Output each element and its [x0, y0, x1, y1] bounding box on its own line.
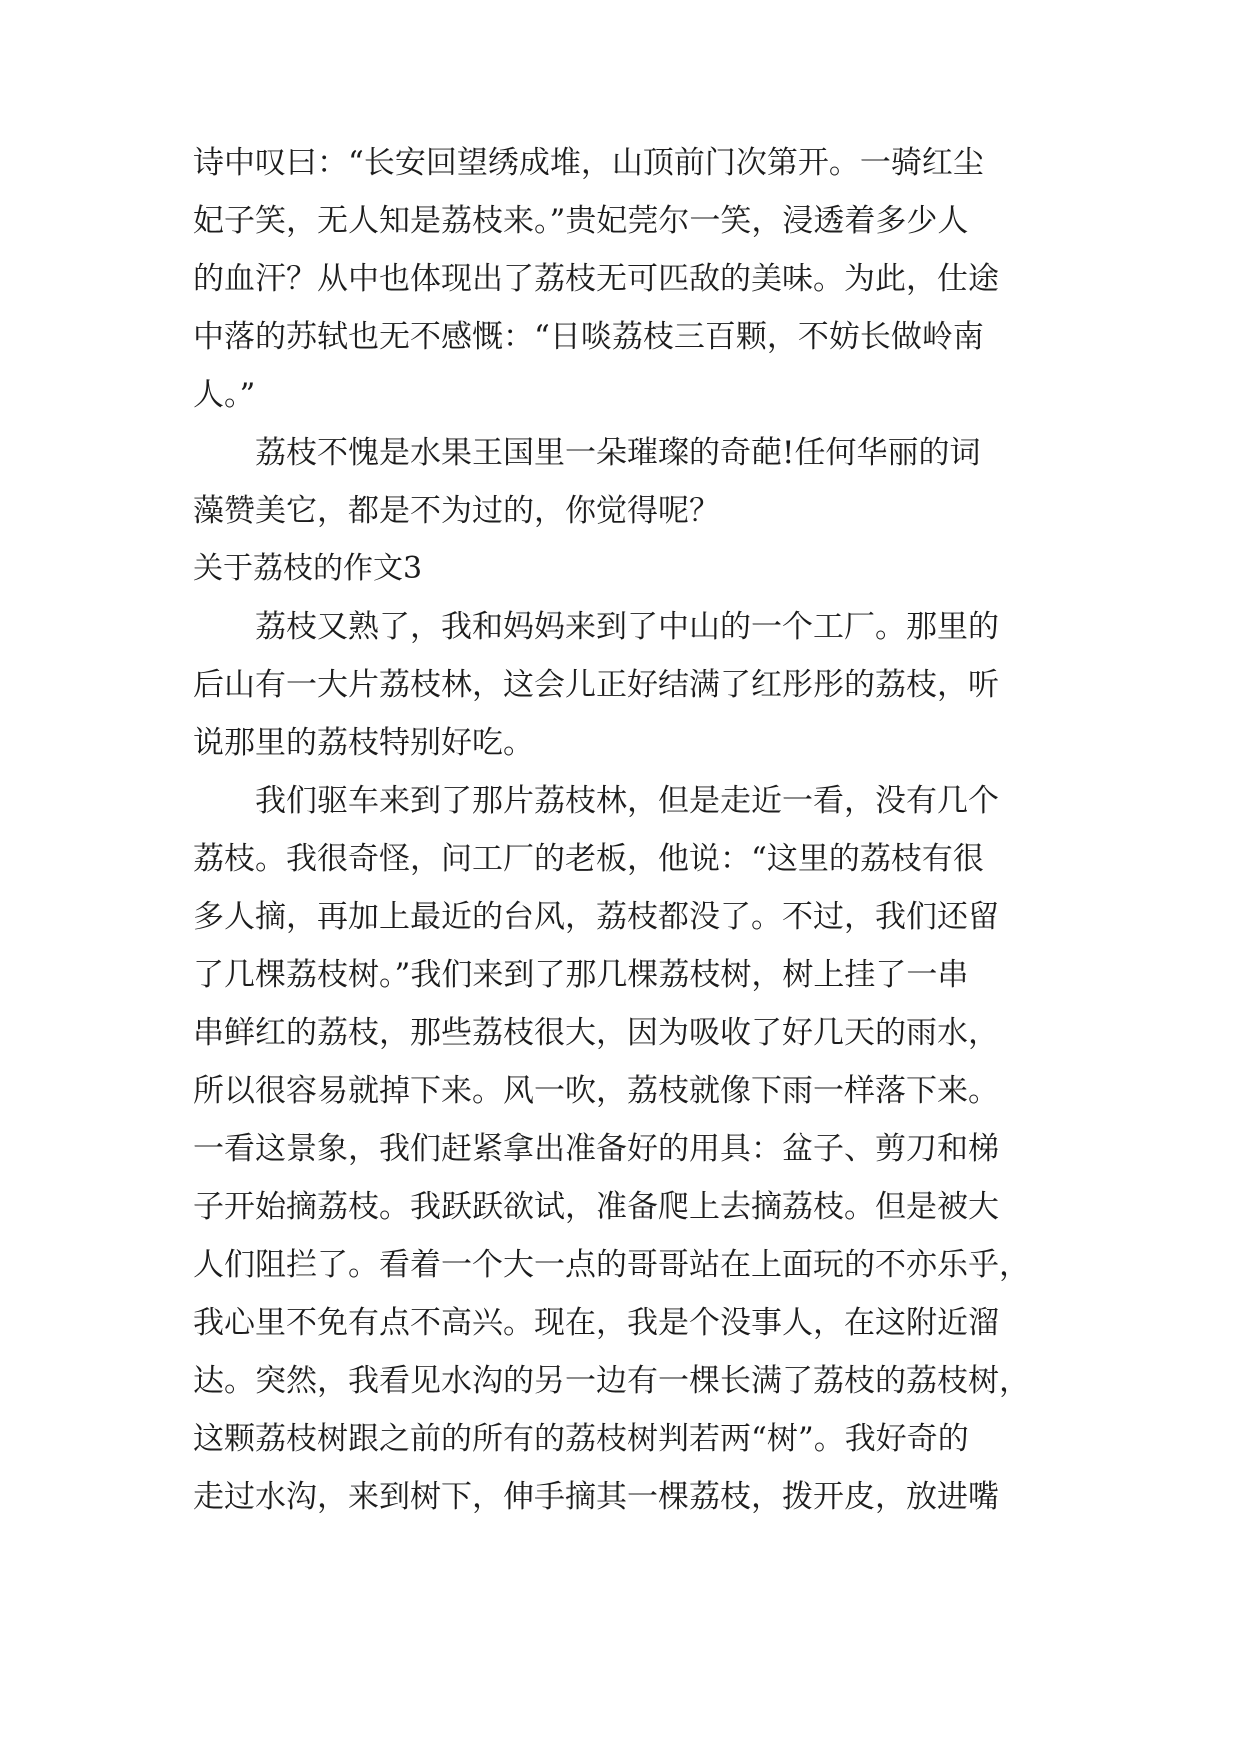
- text-line: 妃子笑，无人知是荔枝来。”贵妃莞尔一笑，浸透着多少人: [193, 203, 969, 239]
- text-line: 诗中叹曰：“长安回望绣成堆，山顶前门次第开。一骑红尘: [193, 145, 984, 181]
- paragraph: [193, 134, 1073, 424]
- paragraph: [193, 598, 1073, 772]
- text-line: 了几棵荔枝树。”我们来到了那几棵荔枝树，树上挂了一串: [193, 957, 969, 993]
- paragraph: [193, 772, 1073, 1526]
- text-line: 走过水沟，来到树下，伸手摘其一棵荔枝，拨开皮，放进嘴: [193, 1479, 999, 1515]
- text-line: 荔枝不愧是水果王国里一朵璀璨的奇葩!任何华丽的词: [193, 435, 981, 471]
- text-line: 后山有一大片荔枝林，这会儿正好结满了红彤彤的荔枝，听: [193, 667, 999, 703]
- text-line: 一看这景象，我们赶紧拿出准备好的用具：盆子、剪刀和梯: [193, 1131, 999, 1167]
- text-line: 说那里的荔枝特别好吃。: [193, 725, 534, 761]
- section-heading: [193, 540, 1073, 598]
- text-line: 达。突然，我看见水沟的另一边有一棵长满了荔枝的荔枝树，: [193, 1363, 1030, 1399]
- text-line: 荔枝又熟了，我和妈妈来到了中山的一个工厂。那里的: [193, 609, 999, 645]
- paragraph: [193, 424, 1073, 540]
- text-line: 人。”: [193, 377, 256, 413]
- text-line: 子开始摘荔枝。我跃跃欲试，准备爬上去摘荔枝。但是被大: [193, 1189, 999, 1225]
- text-line: 人们阻拦了。看着一个大一点的哥哥站在上面玩的不亦乐乎，: [193, 1247, 1030, 1283]
- text-line: 中落的苏轼也无不感慨：“日啖荔枝三百颗，不妨长做岭南: [193, 319, 984, 355]
- text-line: 我们驱车来到了那片荔枝林，但是走近一看，没有几个: [193, 783, 999, 819]
- heading-text: 关于荔枝的作文3: [193, 551, 423, 586]
- text-line: 多人摘，再加上最近的台风，荔枝都没了。不过，我们还留: [193, 899, 999, 935]
- text-line: 荔枝。我很奇怪，问工厂的老板，他说：“这里的荔枝有很: [193, 841, 984, 877]
- text-line: 我心里不免有点不高兴。现在，我是个没事人，在这附近溜: [193, 1305, 999, 1341]
- text-line: 所以很容易就掉下来。风一吹，荔枝就像下雨一样落下来。: [193, 1073, 999, 1109]
- text-line: 藻赞美它，都是不为过的，你觉得呢？: [193, 493, 720, 529]
- text-line: 的血汗？从中也体现出了荔枝无可匹敌的美味。为此，仕途: [193, 261, 999, 297]
- document-body: [193, 134, 1073, 1526]
- text-line: 这颗荔枝树跟之前的所有的荔枝树判若两“树”。我好奇的: [193, 1421, 969, 1457]
- text-line: 串鲜红的荔枝，那些荔枝很大，因为吸收了好几天的雨水，: [193, 1015, 999, 1051]
